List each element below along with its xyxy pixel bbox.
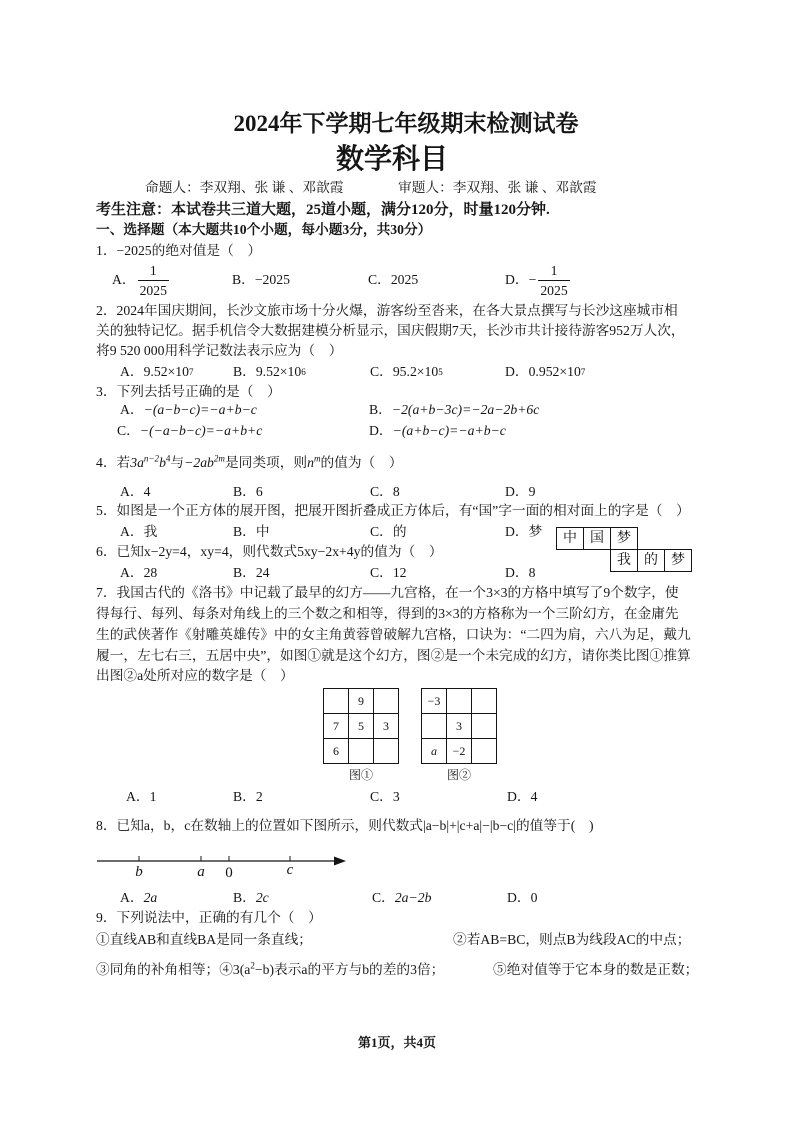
option-text: 28: [143, 565, 158, 580]
q4-option-a: [120, 482, 150, 502]
q6-option-c: [370, 563, 407, 583]
number-line-label-c: c: [286, 862, 294, 878]
q3-stem: 3．下列去括号正确的是（ ）: [96, 384, 281, 399]
option-label: A．: [120, 565, 144, 580]
magic-square-cell: [422, 714, 447, 739]
option-text: 1: [149, 789, 157, 804]
q1-option-b: [232, 259, 290, 301]
figure-2-label: 图②: [446, 768, 471, 782]
q7-option-d: [507, 787, 537, 807]
q9-statement-2: ②若AB=BC，则点B为线段AC的中点；: [453, 932, 691, 947]
number-line-label-b: b: [135, 864, 143, 880]
q5-option-a: [120, 522, 157, 542]
q1-option-c: [368, 259, 418, 301]
statement-text: ④3(a: [219, 962, 251, 977]
option-text: 3: [392, 789, 400, 804]
option-label: B．: [233, 890, 256, 905]
exam-title: 2024年下学期七年级期末检测试卷: [233, 111, 579, 136]
q5-option-b: [233, 522, 270, 542]
option-label: D．: [507, 890, 531, 905]
option-base: 9.52×10: [255, 364, 302, 379]
q9-statement-3: ③同角的补角相等；: [96, 962, 220, 977]
number-line-arrow-icon: [334, 857, 346, 866]
stem-exponent: 2m: [213, 453, 225, 464]
option-label: A．: [120, 484, 144, 499]
q2-option-c: C． 95.2×10 5: [370, 362, 443, 382]
option-text: 4: [143, 484, 151, 499]
q2-option-b: B． 9.52×10 6: [233, 362, 306, 382]
minus-sign: −: [528, 272, 537, 287]
option-label: A．: [120, 402, 144, 417]
reviewers-line: 审题人：李双翔、张 谦 、邓歆霞: [398, 180, 597, 195]
statement-text: −b)表示a的平方与b的差的3倍；: [254, 962, 445, 977]
q9-statement-4: [219, 962, 444, 977]
option-label: B．: [233, 364, 256, 379]
number-line-label-zero: 0: [225, 865, 233, 881]
stem-exponent: n−2: [143, 453, 160, 464]
fraction: [538, 261, 569, 300]
option-expression: −(−a−b−c)=−a+b+c: [139, 423, 263, 438]
option-text: 梦: [528, 524, 543, 539]
option-label: C．: [370, 484, 393, 499]
stem-text: 与: [170, 455, 185, 470]
denominator: 2025: [138, 280, 169, 300]
net-face: 的: [637, 549, 665, 572]
q3-option-a: [120, 400, 257, 420]
option-text: 中: [255, 524, 270, 539]
option-label: D．: [505, 364, 529, 379]
option-text: −2025: [254, 272, 290, 287]
net-face: 中: [556, 527, 584, 550]
option-label: D．: [505, 524, 529, 539]
q9-statements-3-4: [96, 960, 444, 980]
figure-1-label: 图①: [348, 768, 373, 782]
magic-square-cell: [324, 689, 349, 714]
exam-notice: 考生注意：本试卷共三道大题，25道小题，满分120分，时量120分钟.: [96, 202, 550, 218]
q2-option-a: A． 9.52×10 7: [120, 362, 193, 382]
option-text: 8: [392, 484, 400, 499]
net-face: 梦: [664, 549, 692, 572]
option-text: 0: [530, 890, 538, 905]
q4-option-b: [233, 482, 263, 502]
magic-square-figure-1: [323, 688, 399, 764]
magic-square-cell: 6: [324, 739, 349, 764]
q7-stem-line: 履一，左七右三，五居中央”，如图①就是这个幻方，图②是一个未完成的幻方，请你类比图①推算: [96, 648, 691, 663]
authors-line: 命题人：李双翔、张 谦 、邓歆霞: [145, 180, 344, 195]
q8-option-c: [372, 888, 431, 908]
q3-option-d: [369, 421, 506, 441]
numerator: 1: [550, 262, 558, 278]
option-label: C．: [372, 890, 395, 905]
q7-stem-line: 出图②a处所对应的数字是（ ）: [96, 668, 294, 683]
number-line-label-a: a: [197, 864, 205, 880]
option-text: 我: [143, 524, 158, 539]
q6-option-d: [505, 563, 535, 583]
stem-exponent: 4: [165, 453, 171, 464]
statement-exponent: 2: [250, 960, 255, 971]
stem-text: 4．若: [96, 455, 131, 470]
magic-square-cell: −3: [422, 689, 447, 714]
magic-square-cell: [472, 689, 497, 714]
magic-square-cell: 7: [324, 714, 349, 739]
q9-stem: 9．下列说法中，正确的有几个（ ）: [96, 910, 322, 925]
option-text: 12: [392, 565, 407, 580]
magic-square-cell: −2: [447, 739, 472, 764]
section-title: 一、选择题（本大题共10个小题，每小题3分，共30分）: [96, 222, 432, 237]
option-label: B．: [232, 272, 255, 287]
option-label: A．: [120, 890, 144, 905]
net-face: 梦: [610, 527, 638, 550]
q2-stem-line: 关的独特记忆。据手机信令大数据建模分析显示，国庆假期7天，长沙市共计接待游客952万人次，: [96, 323, 685, 338]
q1-option-d: [505, 259, 570, 301]
option-label: C．: [370, 524, 393, 539]
option-text: 的: [392, 524, 407, 539]
q4-option-d: [505, 482, 535, 502]
q7-option-b: [233, 787, 263, 807]
q9-statement-5: ⑤绝对值等于它本身的数是正数；: [493, 962, 699, 977]
option-expression: −(a−b−c)=−a+b−c: [143, 402, 257, 417]
option-label: A．: [112, 272, 136, 287]
option-text: 2025: [390, 272, 419, 287]
numerator: 1: [149, 262, 157, 278]
option-label: C．: [368, 272, 391, 287]
q1-stem: 1．−2025的绝对值是（ ）: [96, 243, 262, 258]
q2-option-d: D． 0.952×10 7: [505, 362, 585, 382]
option-label: D．: [505, 484, 529, 499]
stem-text: 的值为（ ）: [320, 455, 403, 470]
magic-square-cell: 3: [447, 714, 472, 739]
stem-math: n: [307, 455, 314, 470]
option-base: 0.952×10: [528, 364, 581, 379]
net-face: 国: [583, 527, 611, 550]
magic-square-cell: [472, 739, 497, 764]
q8-option-a: [120, 888, 157, 908]
option-label: B．: [233, 484, 256, 499]
option-text: 2c: [255, 890, 269, 905]
option-label: C．: [370, 789, 393, 804]
option-label: D．: [505, 565, 529, 580]
q8-stem: 8．已知a，b，c在数轴上的位置如下图所示，则代数式|a−b|+|c+a|−|b−c|的值等于( ): [96, 818, 594, 833]
denominator: 2025: [538, 280, 569, 300]
option-label: D．: [505, 272, 529, 287]
option-text: 2a: [143, 890, 158, 905]
q4-option-c: [370, 482, 400, 502]
magic-square-cell: 9: [349, 689, 374, 714]
q5-option-c: [370, 522, 407, 542]
option-text: 8: [528, 565, 536, 580]
magic-square-cell: 3: [374, 714, 399, 739]
option-text: 9: [528, 484, 536, 499]
q7-stem-line: 7．我国古代的《洛书》中记载了最早的幻方——九宫格，在一个3×3的方格中填写了9个数字，使: [96, 585, 679, 600]
q3-option-c: [117, 421, 262, 441]
option-label: A．: [120, 364, 144, 379]
option-expression: −(a+b−c)=−a+b−c: [392, 423, 506, 438]
q8-option-d: [507, 888, 537, 908]
q8-option-b: [233, 888, 269, 908]
option-text: 6: [255, 484, 263, 499]
q6-stem: 6．已知x−2y=4，xy=4，则代数式5xy−2x+4y的值为（ ）: [96, 544, 443, 559]
magic-square-cell: 5: [349, 714, 374, 739]
stem-exponent: m: [313, 453, 321, 464]
page-footer: 第1页，共4页: [357, 1035, 436, 1050]
magic-square-cell: [374, 739, 399, 764]
stem-math: b: [159, 455, 166, 470]
option-label: B．: [369, 402, 392, 417]
option-base: 9.52×10: [143, 364, 189, 379]
option-text: 4: [530, 789, 538, 804]
option-text: 24: [255, 565, 270, 580]
q1-option-a: [112, 259, 169, 301]
q4-stem: [96, 453, 403, 473]
number-line-figure: [90, 840, 360, 884]
magic-square-figure-2: [421, 688, 497, 764]
option-label: D．: [507, 789, 531, 804]
q6-option-b: [233, 563, 270, 583]
q7-option-a: [126, 787, 156, 807]
option-label: A．: [120, 524, 144, 539]
option-text: 2: [255, 789, 263, 804]
option-label: B．: [233, 565, 256, 580]
q5-option-d: [505, 522, 542, 542]
q2-stem-line: 2．2024年国庆期间，长沙文旅市场十分火爆，游客纷至沓来，在各大景点撰写与长沙这座城市相: [96, 303, 678, 318]
option-expression: −2(a+b−3c)=−2a−2b+6c: [391, 402, 540, 417]
q9-statement-1: ①直线AB和直线BA是同一条直线；: [96, 932, 312, 947]
q3-option-b: [369, 400, 539, 420]
stem-math: −2ab: [184, 455, 214, 470]
q6-option-a: [120, 563, 157, 583]
option-label: A．: [126, 789, 150, 804]
q7-option-c: [370, 787, 400, 807]
option-label: C．: [117, 423, 140, 438]
magic-square-cell: [472, 714, 497, 739]
option-label: C．: [370, 565, 393, 580]
net-face: 我: [610, 549, 638, 572]
q5-stem: 5．如图是一个正方体的展开图，把展开图折叠成正方体后，有“国”字一面的相对面上的字是（ ）: [96, 503, 690, 518]
stem-text: 是同类项，则: [224, 455, 308, 470]
magic-square-cell: [349, 739, 374, 764]
subject-title: 数学科目: [335, 144, 448, 175]
option-label: B．: [233, 524, 256, 539]
option-label: C．: [370, 364, 393, 379]
stem-math: 3a: [130, 455, 144, 470]
fraction: [138, 261, 169, 300]
q7-stem-line: 得每行、每列、每条对角线上的三个数之和相等，得到的3×3的方格称为一个三阶幻方，在金庸先: [96, 606, 679, 621]
q2-stem-line: 将9 520 000用科学记数法表示应为（ ）: [96, 343, 343, 358]
option-base: 95.2×10: [392, 364, 439, 379]
magic-square-cell: [374, 689, 399, 714]
magic-square-cell: a: [422, 739, 447, 764]
magic-square-cell: [447, 689, 472, 714]
option-label: D．: [369, 423, 393, 438]
option-text: 2a−2b: [394, 890, 432, 905]
q7-stem-line: 生的武侠著作《射雕英雄传》中的女主角黄蓉曾破解九宫格，口诀为：“二四为肩，六八为足，戴九: [96, 627, 691, 642]
option-label: B．: [233, 789, 256, 804]
